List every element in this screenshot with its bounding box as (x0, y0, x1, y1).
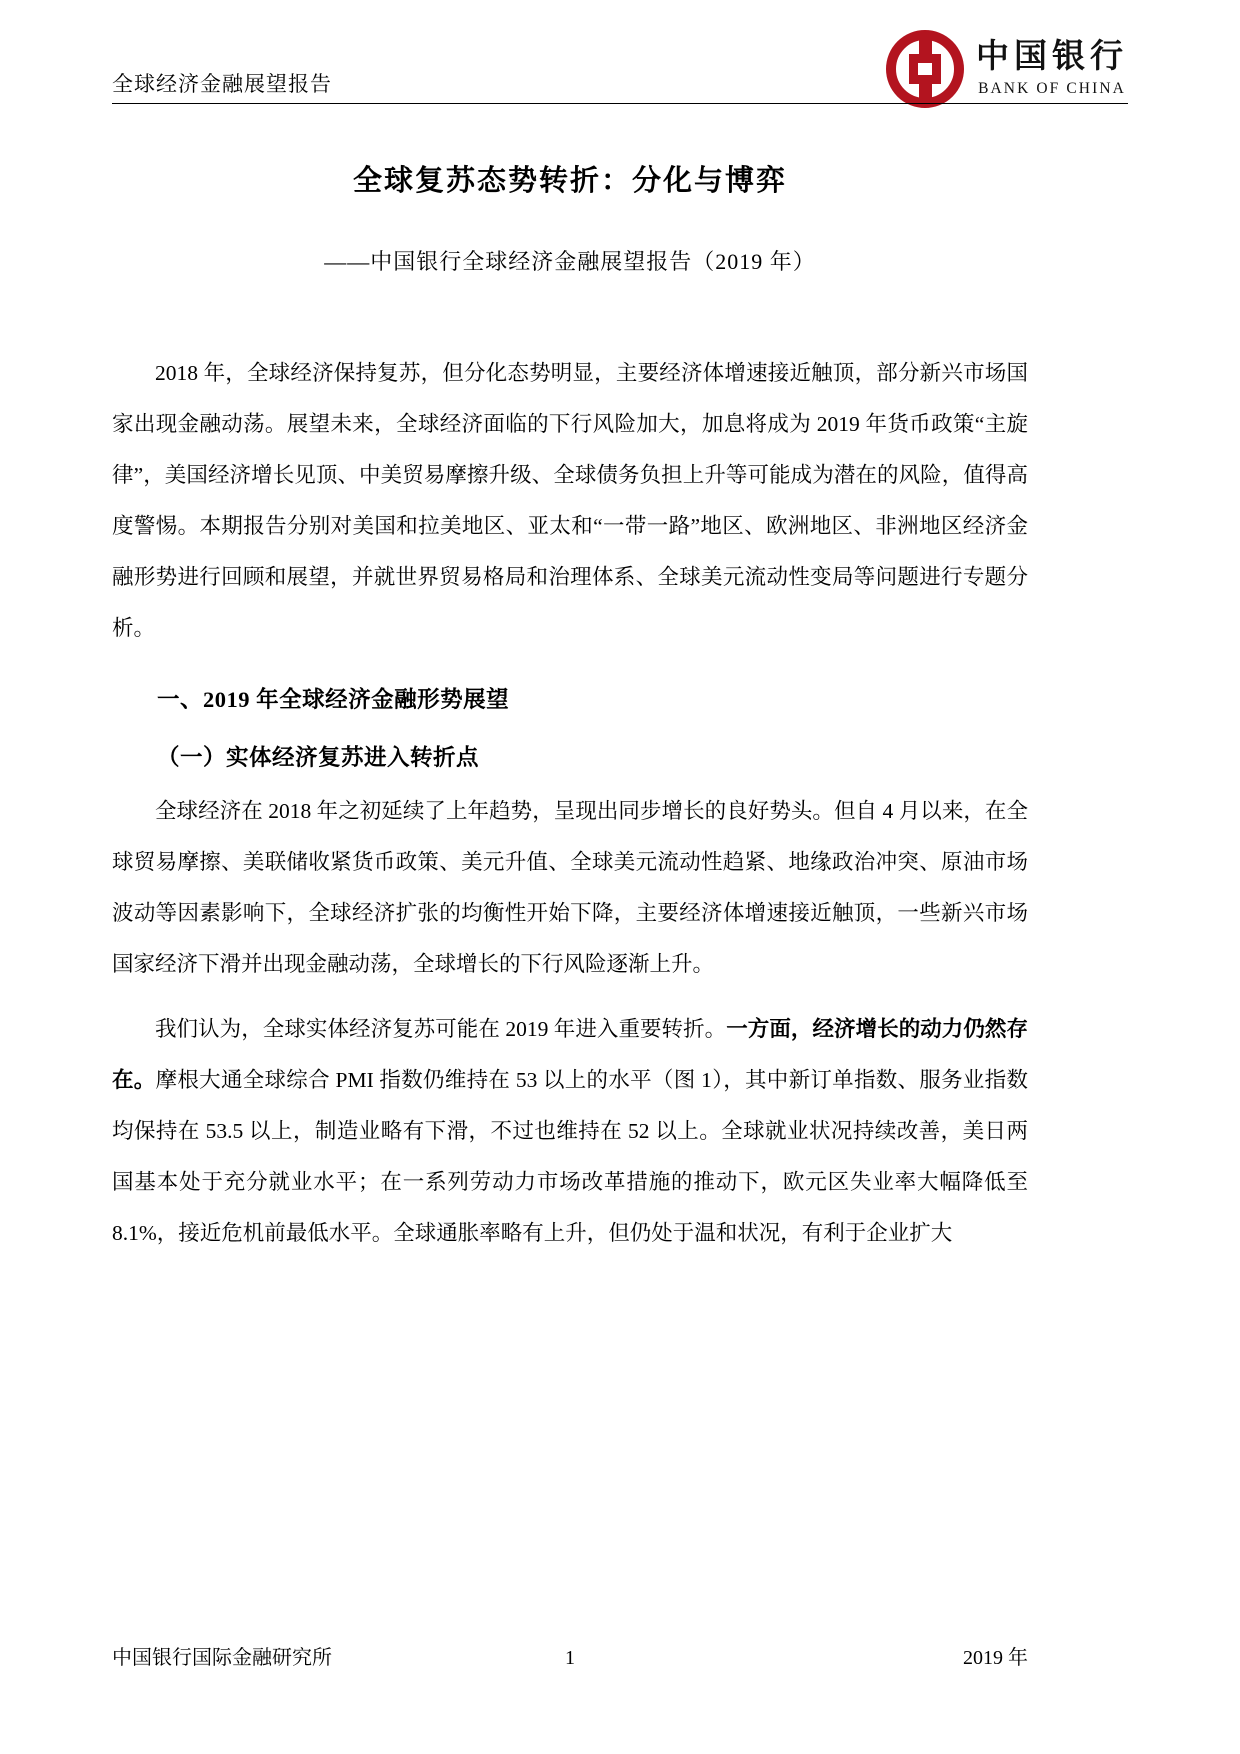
footer-institution: 中国银行国际金融研究所 (112, 1647, 332, 1669)
logo-text (976, 41, 1128, 97)
section-heading-2: （一）实体经济复苏进入转折点 (157, 745, 480, 770)
logo-chinese-name: 中国银行 (976, 39, 1128, 76)
abstract-paragraph: 2018 年，全球经济保持复苏，但分化态势明显，主要经济体增速接近触顶，部分新兴市场国家出现金融动荡。展望未来，全球经济面临的下行风险加大，加息将成为 2019 年货币政策“主旋律”，美国经济增长见顶、中美贸易摩擦升级、全球债务负担上升等可能成为潜在的风险，值得高度警惕。本期报告分别对美国和拉美地区、亚太和“一带一路”地区、欧洲地区、非洲地区经济金融形势进行回顾和展望，并就世界贸易格局和治理体系、全球美元流动性变局等问题进行专题分析。 (112, 361, 1028, 640)
page-footer (112, 1641, 1028, 1670)
bank-of-china-logo (886, 30, 1128, 108)
header-title: 全球经济金融展望报告 (112, 72, 332, 96)
document-content (112, 140, 1028, 1259)
header-divider (112, 103, 1128, 104)
page-title: 全球复苏态势转折：分化与博弈 (352, 165, 787, 197)
body-paragraph-1: 全球经济在 2018 年之初延续了上年趋势，呈现出同步增长的良好势头。但自 4 月以来，在全球贸易摩擦、美联储收紧货币政策、美元升值、全球美元流动性趋紧、地缘政治冲突、原油市场波动等因素影响下，全球经济扩张的均衡性开始下降，主要经济体增速接近触顶，一些新兴市场国家经济下滑并出现金融动荡，全球增长的下行风险逐渐上升。 (112, 799, 1028, 976)
footer-year: 2019 年 (963, 1647, 1028, 1669)
body-paragraph-2-lead: 我们认为，全球实体经济复苏可能在 2019 年进入重要转折。 (155, 1017, 727, 1041)
footer-page-number: 1 (565, 1647, 575, 1669)
section-heading-1: 一、2019 年全球经济金融形势展望 (157, 687, 510, 712)
body-paragraph-2-emphasis: 一方面，经济增长的动力仍然存在。 (112, 1017, 1028, 1092)
bank-of-china-emblem-icon (886, 30, 964, 108)
logo-english-name: BANK OF CHINA (978, 80, 1126, 98)
page-subtitle: ——中国银行全球经济金融展望报告（2019 年） (324, 249, 816, 274)
body-paragraph-2-rest: 摩根大通全球综合 PMI 指数仍维持在 53 以上的水平（图 1），其中新订单指数、服务业指数均保持在 53.5 以上，制造业略有下滑，不过也维持在 52 以上。全球就业状况持续改善，美日两国基本处于充分就业水平；在一系列劳动力市场改革措施的推动下，欧元区失业率大幅降低至 8.1%，接近危机前最低水平。全球通胀率略有上升，但仍处于温和状况，有利于企业扩大 (112, 1068, 1028, 1245)
page-header (112, 22, 1128, 112)
body-paragraph-2 (112, 1004, 1028, 1259)
